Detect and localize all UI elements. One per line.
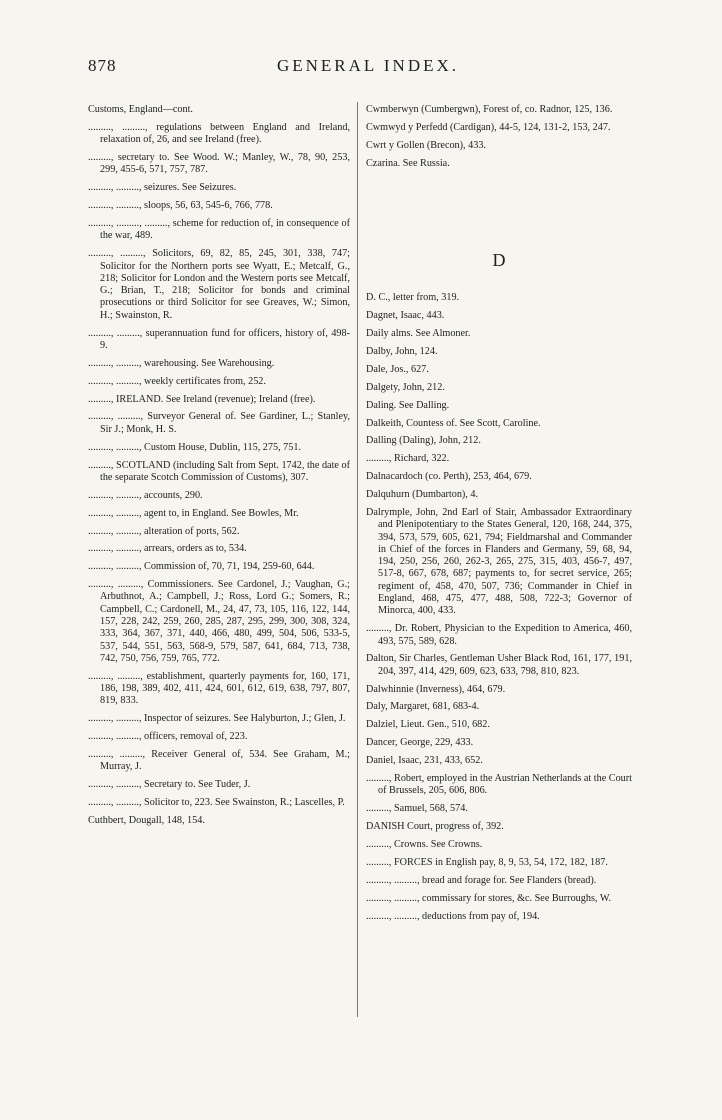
index-entry: Dalby, John, 124. (366, 345, 438, 357)
page-number: 878 (88, 56, 117, 75)
index-entry: Customs, England—cont. (88, 104, 193, 115)
index-entry: ........., Crowns. See Crowns. (366, 839, 483, 851)
index-entry: ........., ........., arrears, orders as to, 534. (88, 543, 247, 555)
index-entry: ........., Samuel, 568, 574. (366, 803, 468, 815)
index-entry: Dale, Jos., 627. (366, 363, 429, 375)
index-entry: Dagnet, Isaac, 443. (366, 310, 445, 322)
index-entry: ........., SCOTLAND (including Salt from Sept. 1742, the date of the separate Scotch Commission of Customs), 307. (88, 459, 350, 483)
index-entry: ........., ........., Surveyor General of. See Gardiner, L.; Stanley, Sir J.; Monk, H. S. (88, 411, 350, 435)
index-entry: Dancer, George, 229, 433. (366, 737, 474, 749)
index-entry: ........., Richard, 322. (366, 453, 450, 465)
index-entry: ........., ........., Solicitor to, 223. See Swainston, R.; Lascelles, P. (88, 797, 345, 809)
index-entry: ........., secretary to. See Wood. W.; Manley, W., 78, 90, 253, 299, 455-6, 571, 757, 787. (88, 152, 350, 176)
index-entry: ........., ........., Secretary to. See Tuder, J. (88, 779, 251, 791)
index-entry: ........., ........., Custom House, Dublin, 115, 275, 751. (88, 441, 301, 453)
index-entry: Dalkeith, Countess of. See Scott, Caroline. (366, 417, 541, 429)
right-column (366, 104, 632, 928)
index-entry: ........., ........., ........., scheme for reduction of, in consequence of the war, 489. (88, 218, 350, 242)
index-entry: ........., ........., weekly certificates from, 252. (88, 375, 266, 387)
index-entry: Dalwhinnie (Inverness), 464, 679. (366, 683, 506, 695)
index-entry: ........., ........., Inspector of seizures. See Halyburton, J.; Glen, J. (88, 713, 346, 725)
right-column-top-entries (366, 104, 632, 170)
index-entry: Czarina. See Russia. (366, 157, 450, 169)
index-entry: ........., ........., alteration of ports, 562. (88, 525, 240, 537)
index-entry: ........., ........., agent to, in England. See Bowles, Mr. (88, 507, 299, 519)
index-entry: D. C., letter from, 319. (366, 292, 460, 304)
page-title: GENERAL INDEX. (276, 56, 460, 75)
index-entry: ........., ........., accounts, 290. (88, 489, 203, 501)
index-entry: Dalrymple, John, 2nd Earl of Stair, Ambassador Extraordinary and Plenipotentiary to the States General, 120, 168, 244, 375, 394, 573, 579, 605, 621, 794; Fieldmarshal and Commander in Chief of the forces in Flanders and Germany, 59, 68, 94, 194, 250, 256, 260, 262-3, 265, 275, 315, 403, 456-7, 497, 517-8, 667, 678, 687; payments to, for secret service, 265; regiment of, 458, 470, 507, 736; Commander in Chief in England, 468, 475, 477, 488, 508, 722-3; Governor of Minorca, 400, 433. (366, 506, 632, 617)
page-header (88, 56, 648, 86)
left-column (88, 104, 350, 833)
index-entry: ........., ........., Commissioners. See Cardonel, J.; Vaughan, G.; Arbuthnot, A.; Campbell, J.; Ross, Lord G.; Somers, R.; Campbell, C.; Cardonell, M., 24, 47, 73, 105, 116, 122, 144, 157, 228, 242, 259, 260, 285, 287, 295, 299, 300, 308, 324, 333, 364, 367, 371, 440, 466, 480, 499, 504, 506, 533-5, 537, 544, 551, 563, 568-9, 579, 587, 641, 684, 713, 738, 742, 750, 756, 759, 765, 772. (88, 579, 350, 664)
index-entry: Dalnacardoch (co. Perth), 253, 464, 679. (366, 471, 532, 483)
right-column-d-entries (366, 292, 632, 923)
index-entry: ........., ........., Receiver General of, 534. See Graham, M.; Murray, J. (88, 749, 350, 773)
index-entry: Dalgety, John, 212. (366, 381, 445, 393)
index-entry: ........., ........., bread and forage for. See Flanders (bread). (366, 874, 597, 886)
index-entry: Daling. See Dalling. (366, 399, 450, 411)
index-entry: ........., ........., establishment, quarterly payments for, 160, 171, 186, 198, 389, 402, 411, 424, 601, 612, 619, 638, 797, 807, 819, 833. (88, 670, 350, 707)
index-entry: Daly, Margaret, 681, 683-4. (366, 701, 480, 713)
section-letter: D (492, 249, 506, 270)
index-entry: Cwrt y Gollen (Brecon), 433. (366, 139, 486, 151)
index-entry: ........., ........., officers, removal of, 223. (88, 731, 248, 743)
index-entry: ........., ........., Solicitors, 69, 82, 85, 245, 301, 338, 747; Solicitor for the Northern ports see Wyatt, E.; Metcalf, G., 218; Solicitor for London and the Western ports see Metcalf, G.; Brian, T., 218; Solicitor for bonds and criminal prosecutions or third Solicitor for see Greaves, W.; Simon, H.; Swainston, R. (88, 248, 350, 321)
index-entry: ........., ........., seizures. See Seizures. (88, 182, 237, 194)
index-entry: ........., ........., regulations between England and Ireland, relaxation of, 26, and see Ireland (free). (88, 121, 350, 146)
index-entry: ........., ........., deductions from pay of, 194. (366, 910, 540, 922)
column-divider (357, 102, 358, 1017)
index-entry: ........., ........., Commission of, 70, 71, 194, 259-60, 644. (88, 561, 315, 573)
index-entry: ........., FORCES in English pay, 8, 9, 53, 54, 172, 182, 187. (366, 856, 608, 868)
index-entry: DANISH Court, progress of, 392. (366, 821, 504, 833)
index-entry: ........., ........., commissary for stores, &c. See Burroughs, W. (366, 892, 612, 904)
index-entry: ........., ........., superannuation fund for officers, history of, 498-9. (88, 327, 350, 351)
index-entry: Dalton, Sir Charles, Gentleman Usher Black Rod, 161, 177, 191, 204, 397, 414, 429, 609, 623, 633, 798, 810, 823. (366, 653, 632, 677)
index-entry: Daniel, Isaac, 231, 433, 652. (366, 755, 483, 767)
index-entry: Dalquhurn (Dumbarton), 4. (366, 489, 479, 501)
index-entry: Cwmwyd y Perfedd (Cardigan), 44-5, 124, 131-2, 153, 247. (366, 121, 611, 133)
index-entry: ........., IRELAND. See Ireland (revenue); Ireland (free). (88, 393, 316, 405)
index-entry: ........., ........., warehousing. See Warehousing. (88, 357, 275, 369)
index-entry: Daily alms. See Almoner. (366, 328, 471, 340)
index-entry: Dalling (Daling), John, 212. (366, 435, 481, 447)
index-entry: ........., Robert, employed in the Austrian Netherlands at the Court of Brussels, 205, 606, 806. (366, 773, 632, 797)
index-entry: Cwmberwyn (Cumbergwn), Forest of, co. Radnor, 125, 136. (366, 104, 613, 115)
index-entry: Dalziel, Lieut. Gen., 510, 682. (366, 719, 490, 731)
index-entry: Cuthbert, Dougall, 148, 154. (88, 815, 205, 827)
index-entry: ........., ........., sloops, 56, 63, 545-6, 766, 778. (88, 200, 273, 212)
index-entry: ........., Dr. Robert, Physician to the Expedition to America, 460, 493, 575, 589, 628. (366, 623, 632, 647)
